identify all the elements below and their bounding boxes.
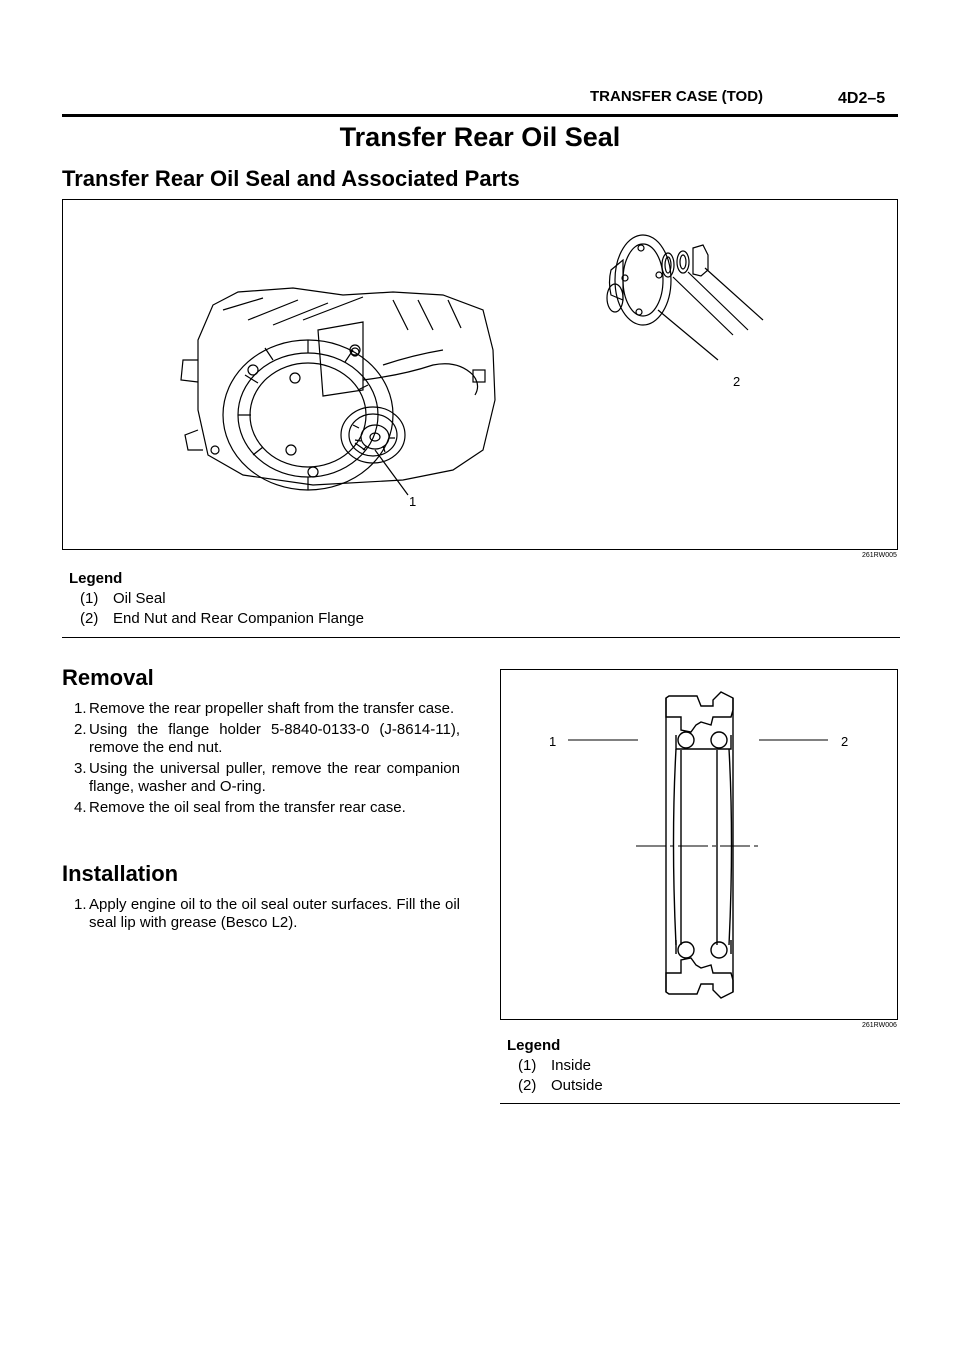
legend-rule <box>500 1103 900 1104</box>
removal-heading: Removal <box>62 665 154 690</box>
page-number: 4D2–5 <box>838 90 886 107</box>
legend-item <box>80 590 166 607</box>
figure-code: 261RW006 <box>862 1022 897 1029</box>
oil-seal-cross-section <box>501 670 897 1019</box>
legend-title: Legend <box>507 1037 561 1054</box>
callout-2: 2 <box>733 374 741 389</box>
header-rule <box>62 114 898 117</box>
figure-oil-seal <box>500 669 898 1020</box>
section-header: TRANSFER CASE (TOD) <box>590 88 764 105</box>
removal-steps <box>62 700 460 820</box>
figure-transfer-case <box>62 199 898 550</box>
section-subtitle: Transfer Rear Oil Seal and Associated Parts <box>62 166 520 191</box>
legend-num: (1) <box>80 590 99 607</box>
legend-num: (2) <box>80 610 99 627</box>
installation-steps <box>62 896 460 935</box>
legend-num: (2) <box>518 1077 537 1094</box>
page-title: Transfer Rear Oil Seal <box>339 122 621 152</box>
legend-rule <box>62 637 900 638</box>
transfer-case-illustration <box>63 200 897 549</box>
list-item: 2. Using the flange holder 5-8840-0133-0 (J-8614-11), remove the end nut. <box>74 721 460 756</box>
figure-code: 261RW005 <box>862 552 897 559</box>
callout-1: 1 <box>409 494 417 509</box>
list-item: 1. Apply engine oil to the oil seal outer surfaces. Fill the oil seal lip with grease (Besco L2). <box>74 896 460 931</box>
legend-label: Inside <box>551 1057 592 1074</box>
list-item: 1. Remove the rear propeller shaft from the transfer case. <box>74 700 455 717</box>
legend-label: Outside <box>551 1077 603 1094</box>
legend-label: End Nut and Rear Companion Flange <box>113 610 364 627</box>
legend-item <box>518 1057 592 1074</box>
installation-heading: Installation <box>62 861 179 886</box>
legend-label: Oil Seal <box>113 590 166 607</box>
legend-item <box>518 1077 603 1094</box>
legend-title: Legend <box>69 570 123 587</box>
callout-1: 1 <box>549 734 557 749</box>
legend-item <box>80 610 364 627</box>
list-item: 3. Using the universal puller, remove the rear companion flange, washer and O-ring. <box>74 760 460 795</box>
callout-2: 2 <box>841 734 849 749</box>
legend-num: (1) <box>518 1057 537 1074</box>
list-item: 4. Remove the oil seal from the transfer rear case. <box>74 799 406 816</box>
